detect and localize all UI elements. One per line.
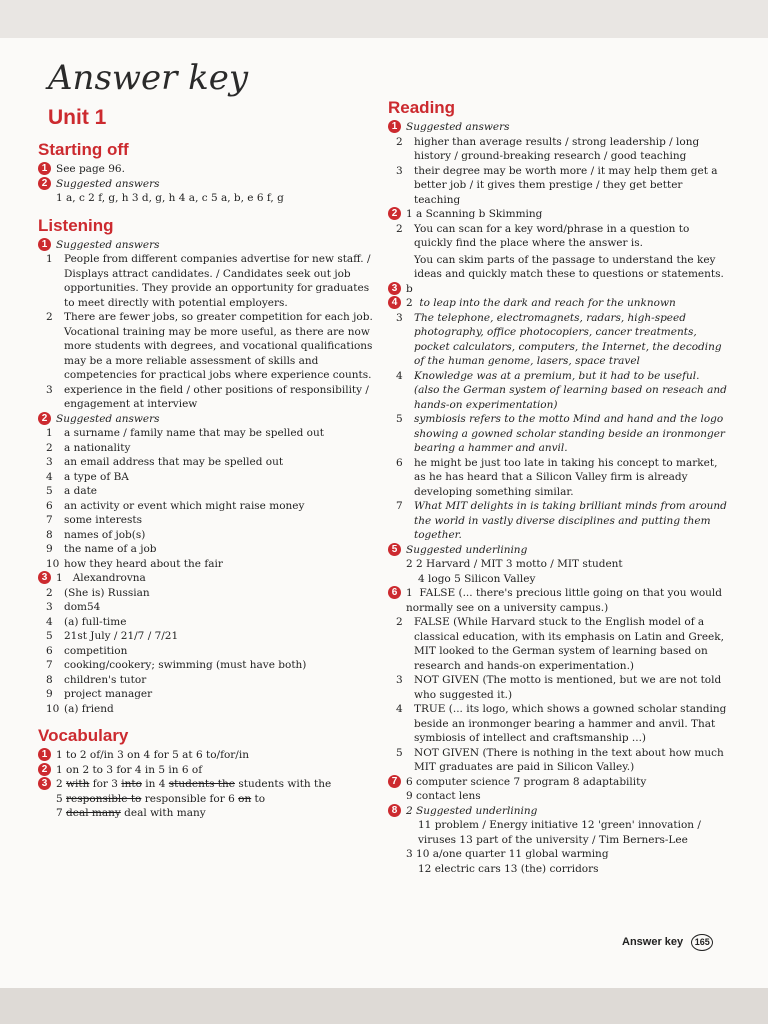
number-badge-icon: 7 — [388, 775, 401, 788]
starting-off-q1: 1 See page 96. — [38, 162, 378, 177]
reading-q4: 4 2 to leap into the dark and reach for the unknown — [388, 296, 728, 311]
number-badge-icon: 6 — [388, 586, 401, 599]
list-item: 10 (a) friend — [46, 702, 114, 715]
list-item: 2 a nationality — [46, 441, 131, 454]
number-badge-icon: 3 — [388, 282, 401, 295]
list-item: 10 how they heard about the fair — [46, 557, 223, 570]
vocabulary-q1: 1 1 to 2 of/in 3 on 4 for 5 at 6 to/for/in — [38, 748, 378, 763]
number-badge-icon: 1 — [38, 238, 51, 251]
reading-q5-line2: 4 logo 5 Silicon Valley — [418, 572, 536, 585]
number-badge-icon: 1 — [388, 120, 401, 133]
unit-heading: Unit 1 — [48, 106, 107, 129]
number-badge-icon: 1 — [38, 162, 51, 175]
listening-q3: 3 1 Alexandrovna — [38, 571, 378, 586]
starting-off-q2-answers: 1 a, c 2 f, g, h 3 d, g, h 4 a, c 5 a, b, e 6 f, g — [56, 192, 284, 204]
number-badge-icon: 5 — [388, 543, 401, 556]
starting-off-q2: 2 Suggested answers — [38, 177, 378, 192]
number-badge-icon: 2 — [388, 207, 401, 220]
list-item: 2 You can scan for a key word/phrase in a question to quickly find the place where the answer is. — [396, 222, 690, 249]
list-item: 4 Knowledge was at a premium, but it had to be useful. (also the German system of learning based on reseach and hands-on experimentation) — [396, 369, 727, 411]
number-badge-icon: 2 — [38, 412, 51, 425]
number-badge-icon: 8 — [388, 804, 401, 817]
list-item: 1 People from different companies advertise for new staff. / Displays attract candidates. / Candidates seek out job opportunities. They provide an opportunity for graduates to meet directly with potential employers. — [46, 253, 371, 309]
list-item: 5 NOT GIVEN (There is nothing in the text about how much MIT graduates are paid in Silicon Valley.) — [396, 746, 724, 773]
list-item: 8 names of job(s) — [46, 528, 146, 541]
listening-q1: 1 Suggested answers — [38, 238, 378, 253]
list-item: 4 (a) full-time — [46, 615, 127, 628]
list-item: 4 a type of BA — [46, 470, 129, 483]
list-item: 3 an email address that may be spelled out — [46, 456, 284, 468]
list-item: 3 The telephone, electromagnets, radars, high-speed photography, office photocopiers, cancer treatments, pocket calculators, computers, the Internet, the decoding of the human genome, lasers, space travel — [396, 311, 722, 367]
list-item: 6 competition — [46, 644, 128, 657]
reading-q3: 3 b — [388, 282, 728, 297]
reading-q7: 7 6 computer science 7 program 8 adaptability — [388, 775, 728, 790]
number-badge-icon: 1 — [38, 748, 51, 761]
list-item: 5 a date — [46, 485, 98, 497]
list-item: 7 some interests — [46, 514, 143, 526]
list-item: 7 What MIT delights in is taking brilliant minds from around the world in vastly diverse disciplines and putting them together. — [396, 500, 727, 541]
footer-label: Answer key — [622, 936, 684, 948]
reading-heading: Reading — [388, 98, 456, 117]
page-title: Answer key — [48, 58, 249, 98]
reading-q1: 1 Suggested answers — [388, 120, 728, 135]
list-item: 3 their degree may be worth more / it may help them get a better job / it gives them prestige / they get better teaching — [396, 164, 718, 206]
list-item: 7 cooking/cookery; swimming (must have both) — [46, 659, 307, 671]
list-item: 6 an activity or event which might raise money — [46, 499, 305, 512]
number-badge-icon: 4 — [388, 296, 401, 309]
vocabulary-q3: 3 2 with for 3 into in 4 students the students with the 5 responsible to responsible for 6 on to 7 deal many deal with many — [38, 777, 378, 821]
list-item: 5 21st July / 21/7 / 7/21 — [46, 630, 179, 642]
left-column — [38, 58, 378, 821]
list-item: 2 higher than average results / strong leadership / long history / ground-breaking research / good teaching — [396, 135, 700, 162]
reading-q5: 5 Suggested underlining — [388, 543, 728, 558]
list-item: 2 FALSE (While Harvard stuck to the English model of a classical education, with its emphasis on Latin and Greek, MIT looked to the German system of learning based on research and hands-on experimentation.) — [396, 616, 724, 672]
reading-q8-line2: viruses 13 part of the university / Tim Berners-Lee — [418, 833, 688, 846]
list-item: 9 project manager — [46, 688, 153, 700]
reading-q8-line1: 11 problem / Energy initiative 12 'green' innovation / — [418, 819, 701, 831]
reading-q8-line4: 12 electric cars 13 (the) corridors — [418, 862, 599, 875]
list-item: 2 There are fewer jobs, so greater competition for each job. Vocational training may be more useful, as there are now more students with degrees, and vocational qualifications may be a more reliable assessment of skills and competencies for practical jobs where experience counts. — [46, 311, 373, 381]
listening-heading: Listening — [38, 215, 114, 235]
page-shadow — [0, 988, 768, 1024]
number-badge-icon: 3 — [38, 571, 51, 584]
list-item: You can skim parts of the passage to understand the key ideas and quickly match these to questions or statements. — [414, 253, 724, 280]
list-item: 5 symbiosis refers to the motto Mind and hand and the logo showing a gowned scholar standing beside an ironmonger bearing a hammer and anvil. — [396, 413, 725, 454]
number-badge-icon: 2 — [38, 177, 51, 190]
listening-q2: 2 Suggested answers — [38, 412, 378, 427]
list-item: 1 a surname / family name that may be spelled out — [46, 427, 324, 439]
reading-q6: 6 1 FALSE (... there's precious little going on that you would normally see on a university campus.) — [388, 586, 728, 615]
page-footer — [622, 934, 713, 951]
list-item: 3 dom54 — [46, 601, 101, 613]
list-item: 2 (She is) Russian — [46, 586, 150, 599]
list-item: 8 children's tutor — [46, 673, 147, 686]
list-item: 4 TRUE (... its logo, which shows a gowned scholar standing beside an ironmonger bearing a hammer and anvil. That symbiosis of intellect and craftsmanship ...) — [396, 703, 727, 744]
list-item: 3 NOT GIVEN (The motto is mentioned, but we are not told who suggested it.) — [396, 674, 722, 701]
number-badge-icon: 2 — [38, 763, 51, 776]
reading-q8: 8 2 Suggested underlining — [388, 804, 728, 819]
vocabulary-q2: 2 1 on 2 to 3 for 4 in 5 in 6 of — [38, 763, 378, 778]
starting-off-heading: Starting off — [38, 140, 129, 159]
number-badge-icon: 3 — [38, 777, 51, 790]
list-item: 3 experience in the field / other positions of responsibility / engagement at interview — [46, 383, 369, 410]
page-number: 165 — [691, 934, 713, 951]
list-item: 6 he might be just too late in taking his concept to market, as he has heard that a Silicon Valley firm is already developing something similar. — [396, 456, 718, 498]
list-item: 9 the name of a job — [46, 543, 157, 555]
reading-q8-line3: 3 10 a/one quarter 11 global warming — [406, 848, 609, 860]
reading-q5-line1: 2 2 Harvard / MIT 3 motto / MIT student — [406, 558, 623, 570]
reading-q2: 2 1 a Scanning b Skimming — [388, 207, 728, 222]
reading-q7-line2: 9 contact lens — [406, 790, 481, 802]
vocabulary-heading: Vocabulary — [38, 726, 129, 745]
right-column — [388, 62, 728, 876]
